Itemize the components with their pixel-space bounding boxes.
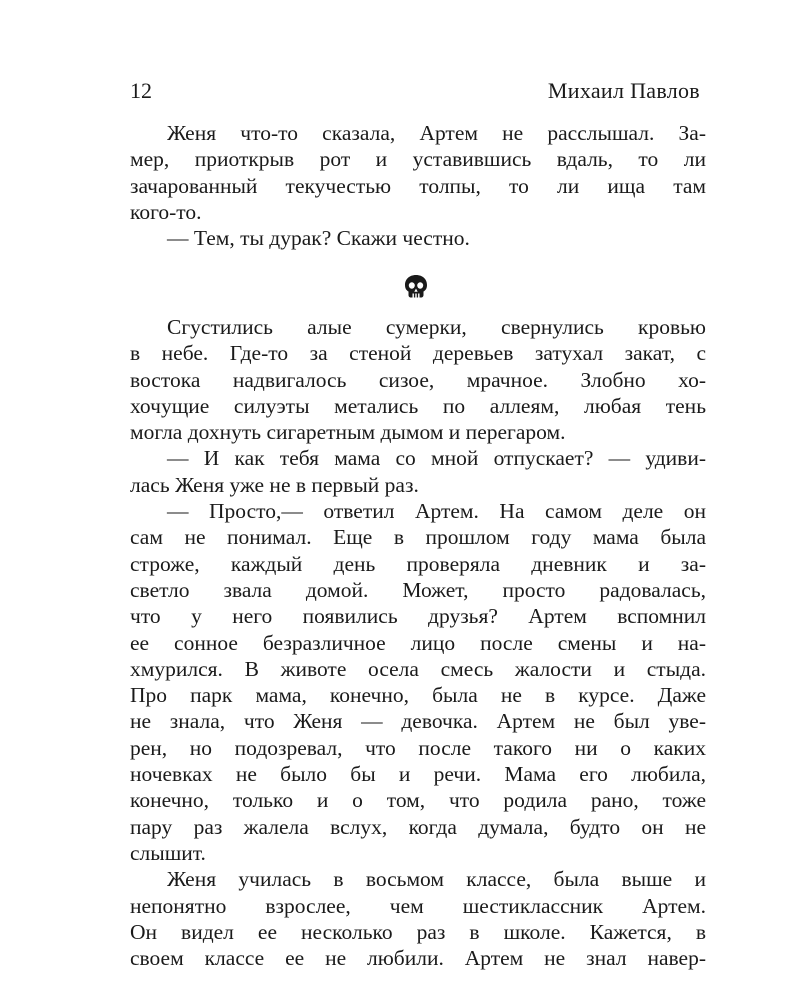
- text-line: мер, приоткрыв рот и уставившись вдаль, то ли: [130, 147, 706, 172]
- text-line: Сгустились алые сумерки, свернулись кровью: [167, 315, 706, 339]
- text-line: хочущие силуэты метались по аллеям, любая тень: [130, 393, 706, 418]
- text-line: ее сонное безразличное лицо после смены и на-: [130, 630, 706, 655]
- dialogue-line: — Тем, ты дурак? Скажи честно.: [167, 226, 470, 251]
- text-line: Женя что-то сказала, Артем не расслышал. За-: [167, 121, 706, 145]
- text-line: своем классе ее не любили. Артем не знал навер-: [130, 946, 706, 971]
- text-line: Он видел ее несколько раз в школе. Кажется, в: [130, 919, 706, 944]
- dialogue-line: — Просто,— ответил Артем. На самом деле он: [167, 499, 706, 524]
- text-line: непонятно взрослее, чем шестиклассник Артем.: [130, 893, 706, 918]
- text-line: могла дохнуть сигаретным дымом и перегаром.: [130, 420, 566, 445]
- text-line: кого-то.: [130, 199, 202, 224]
- text-line: не знала, что Женя — девочка. Артем не был уве-: [130, 709, 706, 734]
- text-line: рен, но подозревал, что после такого ни о каких: [130, 735, 706, 760]
- text-line: что у него появились друзья? Артем вспомнил: [130, 604, 706, 629]
- skull-icon: [403, 274, 429, 300]
- text-line: лась Женя уже не в первый раз.: [130, 472, 419, 497]
- text-line: сам не понимал. Еще в прошлом году мама была: [130, 525, 706, 550]
- text-section-1: [130, 120, 706, 251]
- page-header: [130, 76, 700, 106]
- text-line: в небе. Где-то за стеной деревьев затухал закат, с: [130, 341, 706, 366]
- text-line: Про парк мама, конечно, была не в курсе. Даже: [130, 683, 706, 708]
- text-line: зачарованный текучестью толпы, то ли ища там: [130, 173, 706, 198]
- text-section-2: [130, 314, 706, 971]
- page-number: 12: [130, 78, 152, 103]
- text-line: ночевках не было бы и речи. Мама его любила,: [130, 762, 706, 787]
- text-line: светло звала домой. Может, просто радовалась,: [130, 577, 706, 602]
- text-line: строже, каждый день проверяла дневник и за-: [130, 551, 706, 576]
- text-line: Женя училась в восьмом классе, была выше и: [167, 867, 706, 892]
- text-line: слышит.: [130, 840, 206, 865]
- text-line: хмурился. В животе осела смесь жалости и стыда.: [130, 656, 706, 681]
- dialogue-line: — И как тебя мама со мной отпускает? — удиви-: [167, 446, 706, 471]
- text-line: пару раз жалела вслух, когда думала, будто он не: [130, 814, 706, 839]
- text-line: конечно, только и о том, что родила рано, тоже: [130, 788, 706, 813]
- text-line: востока надвигалось сизое, мрачное. Злобно хо-: [130, 367, 706, 392]
- running-head-author: Михаил Павлов: [547, 78, 700, 103]
